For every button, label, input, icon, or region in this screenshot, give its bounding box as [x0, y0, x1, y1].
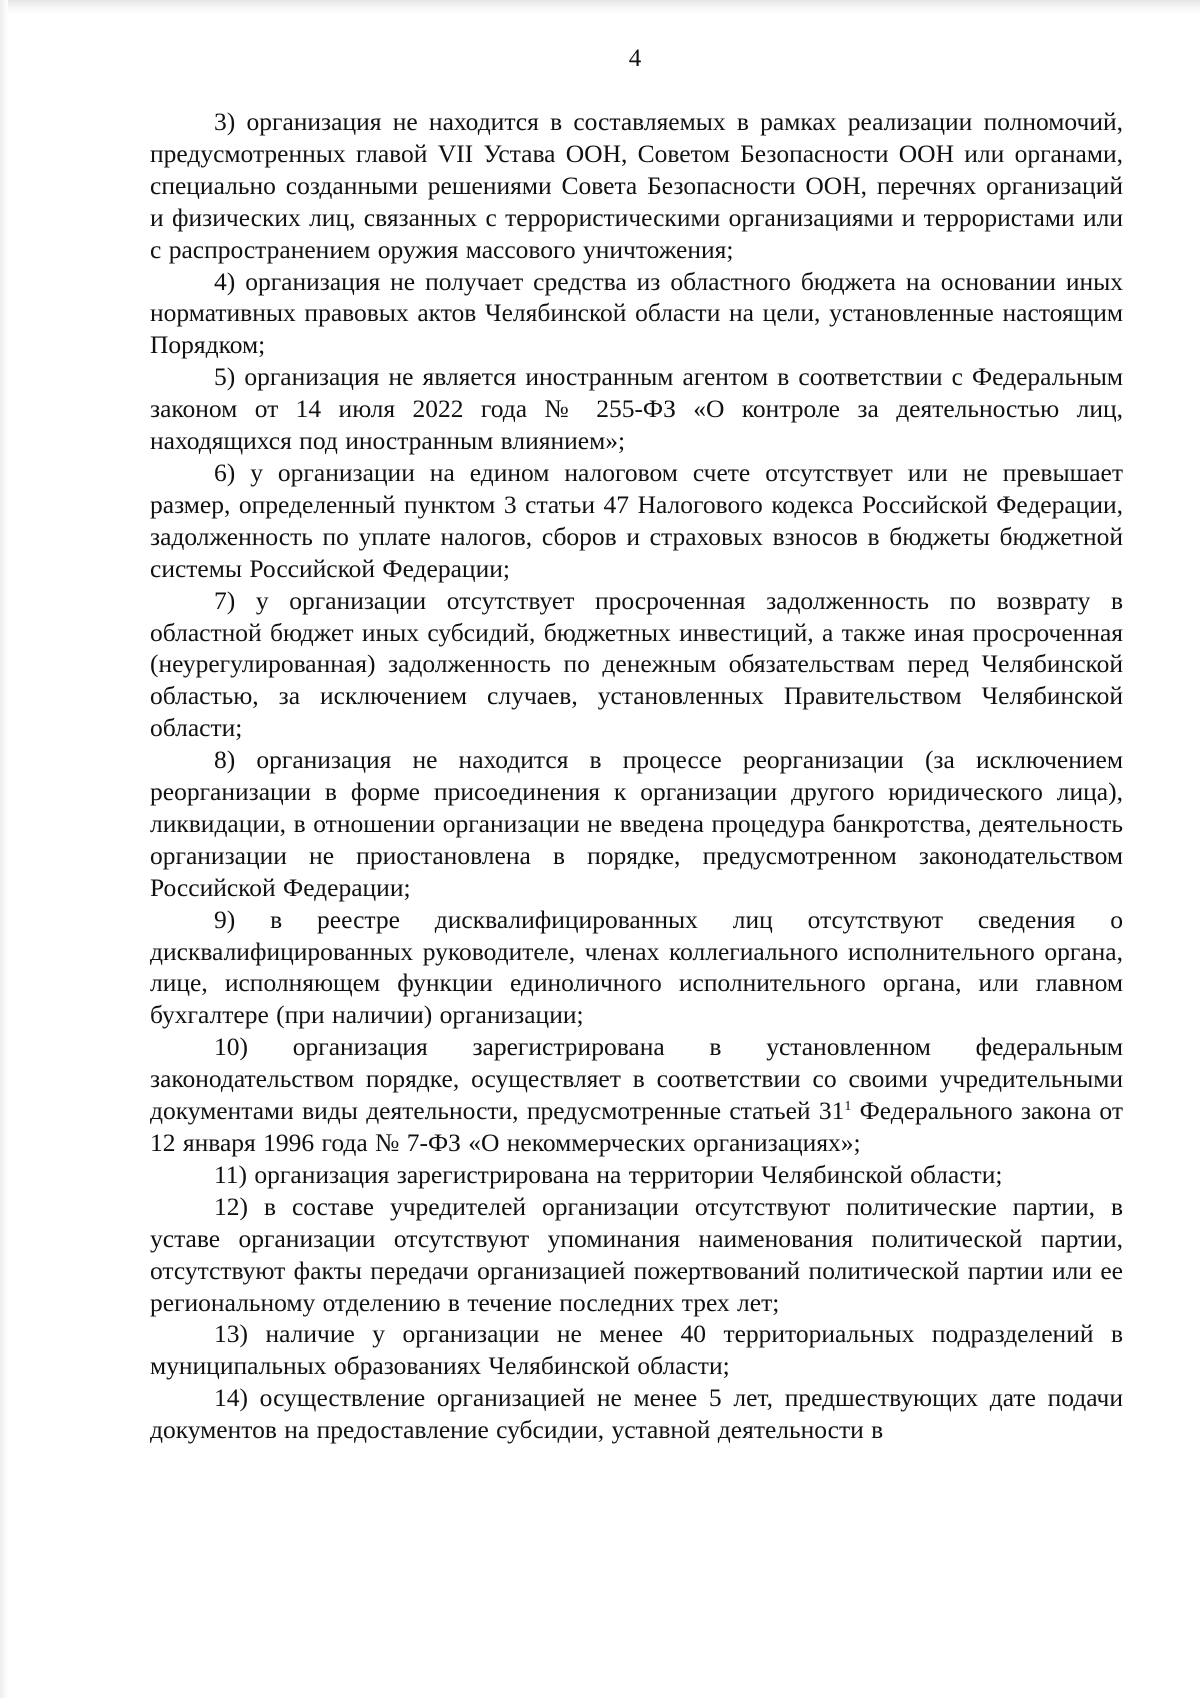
page-number: 4 [628, 45, 642, 72]
list-item-6: 6) у организации на едином налоговом счете отсутствует или не превышает размер, определенный пунктом 3 статьи 47 Налогового кодекса Российской Федерации, задолженность по уплате налогов, сборов и страховых взносов в бюджеты бюджетной системы Российской Федерации; [150, 457, 1123, 583]
document-body [150, 106, 1123, 1446]
list-item-4: 4) организация не получает средства из областного бюджета на основании иных нормативных правовых актов Челябинской области на цели, установленные настоящим Порядком; [150, 266, 1123, 360]
scan-edge-left [0, 0, 8, 1698]
list-item-12: 12) в составе учредителей организации отсутствуют политические партии, в уставе организации отсутствуют упоминания наименования политической партии, отсутствуют факты передачи организацией пожертвований политической партии или ее региональному отделению в течение последних трех лет; [150, 1191, 1123, 1317]
list-item-10 [150, 1031, 1123, 1159]
list-item-13: 13) наличие у организации не менее 40 территориальных подразделений в муниципальных образованиях Челябинской области; [150, 1319, 1123, 1381]
list-item-8: 8) организация не находится в процессе реорганизации (за исключением реорганизации в форме присоединения к организации другого юридического лица), ликвидации, в отношении организации не введена процедура банкротства, деятельность организации не приостановлена в порядке, предусмотренном законодательством Российской Федерации; [150, 745, 1123, 902]
list-item-10-text-after: Федерального закона от 12 января 1996 года № 7-ФЗ «О некоммерческих организациях»; [150, 1096, 1123, 1157]
list-item-7: 7) у организации отсутствует просроченная задолженность по возврату в областной бюджет иных субсидий, бюджетных инвестиций, а также иная просроченная (неурегулированная) задолженность по денежным обязательствам перед Челябинской областью, за исключением случаев, установленных Правительством Челябинской области; [150, 585, 1123, 743]
list-item-5: 5) организация не является иностранным агентом в соответствии с Федеральным законом от 14 июля 2022 года № 255-ФЗ «О контроле за деятельностью лиц, находящихся под иностранным влиянием»; [150, 362, 1123, 456]
superscript-marker: 1 [844, 1099, 852, 1115]
scan-edge-top [0, 0, 1200, 14]
list-item-10-text-before: 10) организация зарегистрирована в установленном федеральным законодательством порядке, осуществляет в соответствии со своими учредительными документами виды деятельности, предусмотренные статьей 31 [150, 1032, 1123, 1126]
list-item-14: 14) осуществление организацией не менее 5 лет, предшествующих дате подачи документов на предоставление субсидии, уставной деятельности в [150, 1383, 1123, 1445]
list-item-11: 11) организация зарегистрирована на территории Челябинской области; [214, 1159, 1003, 1189]
list-item-3: 3) организация не находится в составляемых в рамках реализации полномочий, предусмотренных главой VII Устава ООН, Советом Безопасности ООН или органами, специально созданными решениями Совета Безопасности ООН, перечнях организаций и физических лиц, связанных с террористическими организациями и террористами или с распространением оружия массового уничтожения; [150, 107, 1123, 264]
list-item-9: 9) в реестре дисквалифицированных лиц отсутствуют сведения о дисквалифицированных руководителе, членах коллегиального исполнительного органа, лице, исполняющем функции единоличного исполнительного органа, или главном бухгалтере (при наличии) организации; [150, 904, 1123, 1030]
